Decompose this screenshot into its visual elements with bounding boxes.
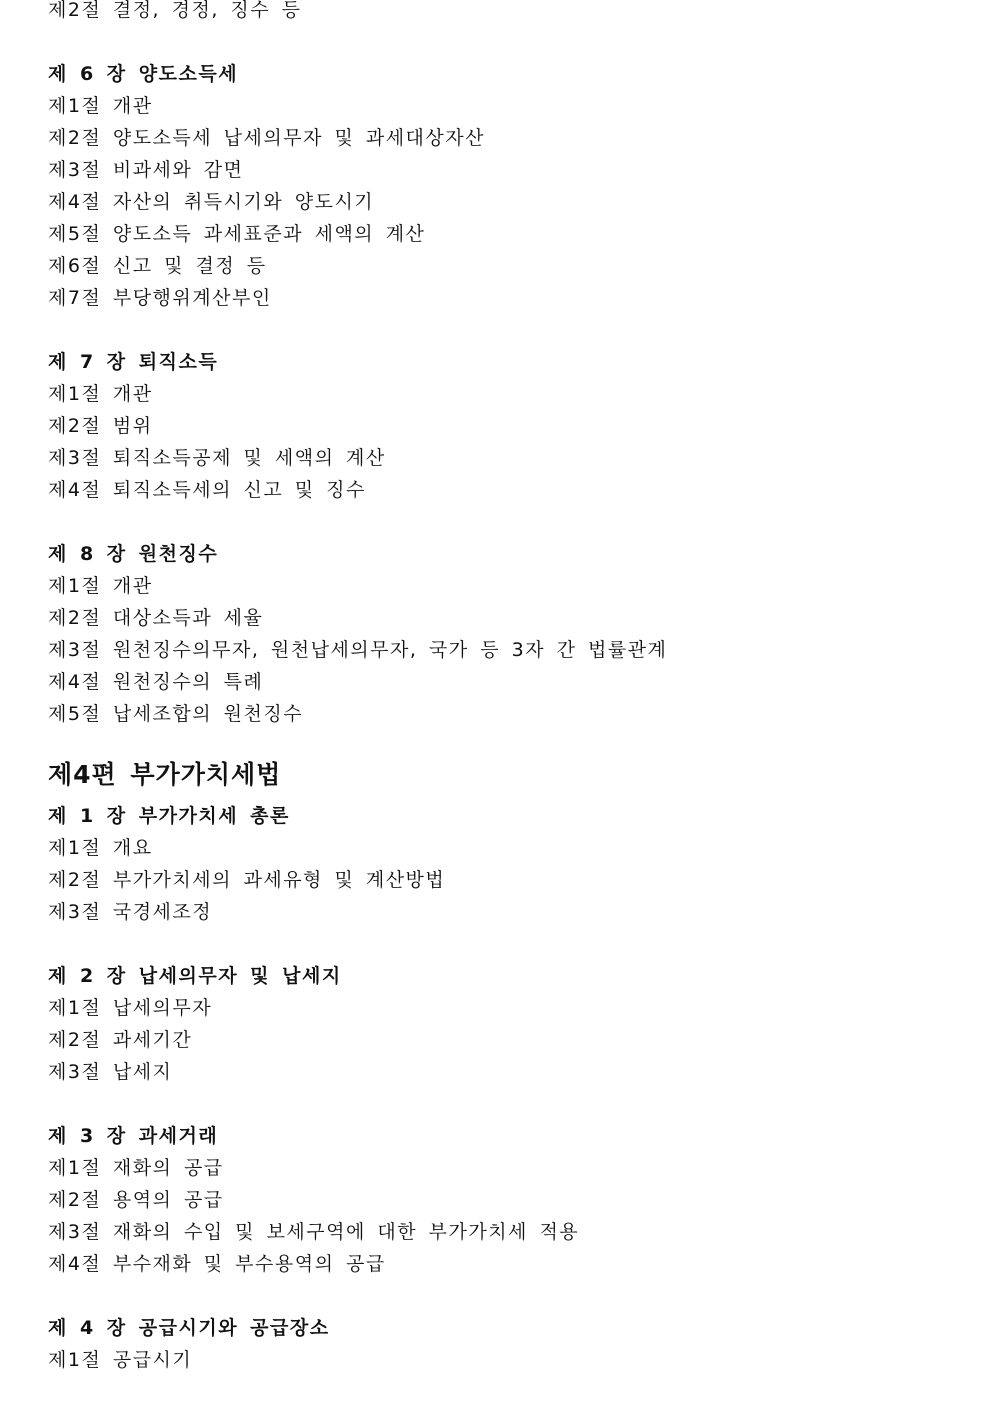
chapter-heading: 제 6 장 양도소득세 bbox=[48, 63, 239, 85]
section-entry: 제4절 부수재화 및 부수용역의 공급 bbox=[48, 1253, 386, 1275]
section-entry: 제3절 원천징수의무자, 원천납세의무자, 국가 등 3자 간 법률관계 bbox=[48, 639, 668, 661]
section-entry: 제2절 부가가치세의 과세유형 및 계산방법 bbox=[48, 869, 446, 891]
section-entry: 제1절 납세의무자 bbox=[48, 997, 213, 1019]
chapter-heading: 제 2 장 납세의무자 및 납세지 bbox=[48, 965, 342, 987]
section-entry: 제1절 개요 bbox=[48, 837, 153, 859]
chapter-heading: 제 1 장 부가가치세 총론 bbox=[48, 805, 290, 827]
section-entry: 제3절 퇴직소득공제 및 세액의 계산 bbox=[48, 447, 386, 469]
section-entry: 제4절 자산의 취득시기와 양도시기 bbox=[48, 191, 375, 213]
section-entry: 제5절 납세조합의 원천징수 bbox=[48, 703, 304, 725]
section-entry: 제2절 과세기간 bbox=[48, 1029, 193, 1051]
chapter-heading: 제 4 장 공급시기와 공급장소 bbox=[48, 1317, 330, 1339]
section-spacer bbox=[48, 26, 948, 58]
section-entry: 제4절 퇴직소득세의 신고 및 징수 bbox=[48, 479, 366, 501]
section-spacer bbox=[48, 314, 948, 346]
section-entry: 제1절 개관 bbox=[48, 95, 153, 117]
section-entry: 제2절 범위 bbox=[48, 415, 153, 437]
section-spacer bbox=[48, 1088, 948, 1120]
section-spacer bbox=[48, 506, 948, 538]
section-entry: 제3절 비과세와 감면 bbox=[48, 159, 244, 181]
section-entry: 제2절 결정, 경정, 징수 등 bbox=[48, 0, 302, 21]
section-entry: 제1절 개관 bbox=[48, 575, 153, 597]
chapter-heading: 제 3 장 과세거래 bbox=[48, 1125, 219, 1147]
section-spacer bbox=[48, 928, 948, 960]
section-entry: 제7절 부당행위계산부인 bbox=[48, 287, 272, 309]
section-entry: 제3절 국경세조정 bbox=[48, 901, 213, 923]
section-entry: 제1절 공급시기 bbox=[48, 1349, 193, 1371]
section-entry: 제4절 원천징수의 특례 bbox=[48, 671, 264, 693]
section-entry: 제2절 양도소득세 납세의무자 및 과세대상자산 bbox=[48, 127, 485, 149]
chapter-heading: 제 8 장 원천징수 bbox=[48, 543, 219, 565]
section-entry: 제3절 재화의 수입 및 보세구역에 대한 부가가치세 적용 bbox=[48, 1221, 580, 1243]
section-entry: 제6절 신고 및 결정 등 bbox=[48, 255, 267, 277]
section-entry: 제1절 개관 bbox=[48, 383, 153, 405]
part-heading: 제4편 부가가치세법 bbox=[48, 760, 282, 789]
section-entry: 제2절 대상소득과 세율 bbox=[48, 607, 264, 629]
section-entry: 제2절 용역의 공급 bbox=[48, 1189, 224, 1211]
section-entry: 제5절 양도소득 과세표준과 세액의 계산 bbox=[48, 223, 426, 245]
section-spacer bbox=[48, 1280, 948, 1312]
chapter-heading: 제 7 장 퇴직소득 bbox=[48, 351, 219, 373]
table-of-contents bbox=[48, 0, 948, 1376]
section-entry: 제3절 납세지 bbox=[48, 1061, 173, 1083]
part-spacer bbox=[48, 730, 948, 750]
section-entry: 제1절 재화의 공급 bbox=[48, 1157, 224, 1179]
